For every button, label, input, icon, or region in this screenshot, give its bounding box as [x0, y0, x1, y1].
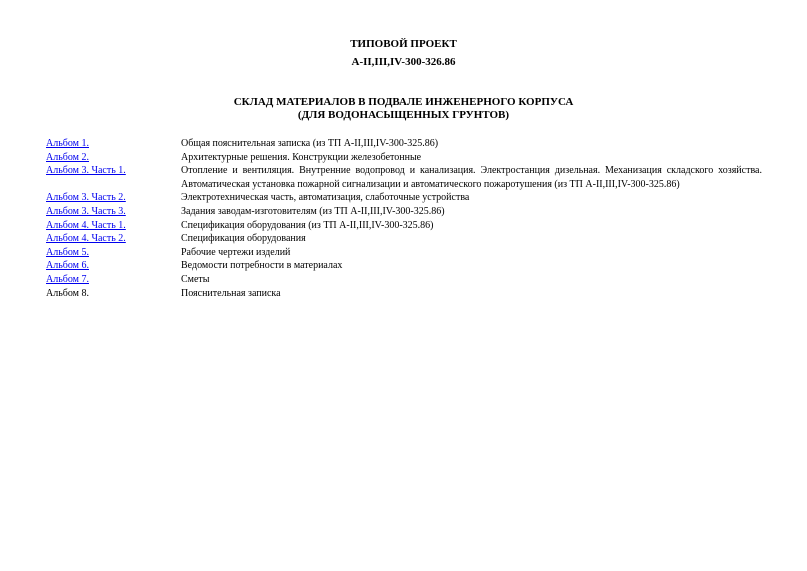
project-code: А-II,III,IV-300-326.86 [351, 56, 456, 68]
album-row-8 [46, 287, 762, 301]
document-title-line-2: (ДЛЯ ВОДОНАСЫЩЕННЫХ ГРУНТОВ) [297, 109, 510, 121]
album-4-part-1-description: Спецификация оборудования (из ТП А-II,III,IV-300-325.86) [181, 219, 434, 231]
album-list [46, 137, 762, 300]
album-row-7 [46, 273, 762, 287]
album-1-link[interactable]: Альбом 1. [46, 138, 89, 149]
album-2-link[interactable]: Альбом 2. [46, 151, 89, 163]
album-row-3-part-1 [46, 164, 762, 191]
album-5-link[interactable]: Альбом 5. [46, 246, 89, 258]
album-3-part-1-description: Отопление и вентиляция. Внутренние водопровод и канализация. Электростанция дизельная. Механизация складского хозяйства. Автоматическая установка пожарной сигнализации и автоматического пожаротушения (из ТП А-II,III,IV-300-325.86) [181, 165, 762, 190]
album-3-part-2-description: Электротехническая часть, автоматизация, слаботочные устройства [181, 192, 470, 204]
album-4-part-2-link[interactable]: Альбом 4. Часть 2. [46, 233, 126, 245]
album-8-description: Пояснительная записка [181, 287, 281, 299]
album-row-6 [46, 259, 762, 273]
album-8-label: Альбом 8. [46, 287, 89, 299]
album-1-description: Общая пояснительная записка (из ТП А-II,III,IV-300-325.86) [181, 138, 439, 149]
album-2-description: Архитектурные решения. Конструкции железобетонные [181, 151, 422, 163]
document-type-heading: ТИПОВОЙ ПРОЕКТ [350, 38, 457, 50]
album-3-part-1-link[interactable]: Альбом 3. Часть 1. [46, 165, 126, 177]
album-4-part-2-description: Спецификация оборудования [181, 233, 306, 245]
album-6-description: Ведомости потребности в материалах [181, 260, 343, 272]
album-3-part-3-link[interactable]: Альбом 3. Часть 3. [46, 205, 126, 217]
album-row-3-part-3 [46, 205, 762, 219]
album-7-description: Сметы [181, 273, 210, 285]
album-3-part-3-description: Задания заводам-изготовителям (из ТП А-II,III,IV-300-325.86) [181, 205, 445, 217]
album-row-2 [46, 151, 762, 165]
album-3-part-2-link[interactable]: Альбом 3. Часть 2. [46, 192, 126, 204]
album-5-description: Рабочие чертежи изделий [181, 246, 291, 258]
album-6-link[interactable]: Альбом 6. [46, 260, 89, 272]
album-4-part-1-link[interactable]: Альбом 4. Часть 1. [46, 219, 126, 231]
album-row-5 [46, 246, 762, 260]
document-title-line-1: СКЛАД МАТЕРИАЛОВ В ПОДВАЛЕ ИНЖЕНЕРНОГО КОРПУСА [233, 96, 574, 108]
album-row-4-part-1 [46, 219, 762, 233]
album-7-link[interactable]: Альбом 7. [46, 273, 89, 285]
album-row-3-part-2 [46, 191, 762, 205]
album-row-1 [46, 137, 762, 151]
album-row-4-part-2 [46, 232, 762, 246]
